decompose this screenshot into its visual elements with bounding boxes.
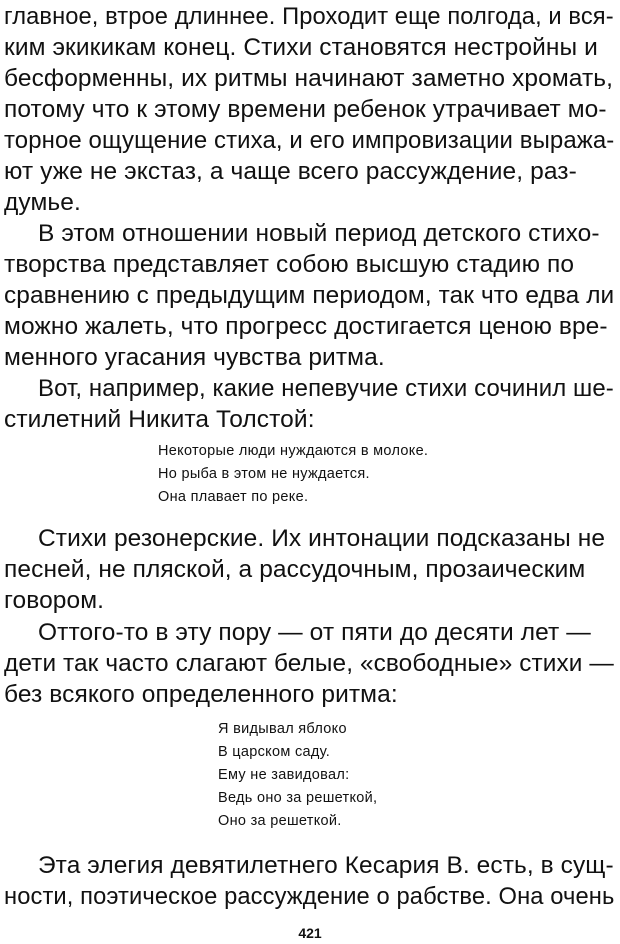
text-line: ности, поэтическое рассуждение о рабстве. Она очень (4, 883, 615, 910)
poem-line: Ведь оно за решеткой, (218, 790, 378, 806)
text-line: менного угасания чувства ритма. (4, 344, 385, 371)
page-number: 421 (298, 925, 322, 941)
text-line: Вот, например, какие непевучие стихи сочинил ше- (38, 375, 614, 402)
text-line: бесформенны, их ритмы начинают заметно хромать, (4, 65, 614, 92)
text-line: Эта элегия девятилетнего Кесария В. есть, в сущ- (38, 852, 614, 879)
text-line: торное ощущение стиха, и его импровизации выража- (4, 127, 615, 154)
text-line: ким экикикам конец. Стихи становятся нестройны и (4, 34, 598, 61)
text-line: В этом отношении новый период детского стихо- (38, 220, 600, 247)
text-line: можно жалеть, что прогресс достигается ценою вре- (4, 313, 608, 340)
text-line: стилетний Никита Толстой: (4, 406, 315, 433)
text-line: без всякого определенного ритма: (4, 681, 398, 708)
text-line: ют уже не экстаз, а чаще всего рассуждение, раз- (4, 158, 577, 185)
poem-line: Я видывал яблоко (218, 721, 347, 737)
poem-line: Оно за решеткой. (218, 813, 342, 829)
text-line: думье. (4, 189, 81, 216)
text-line: Стихи резонерские. Их интонации подсказаны не (38, 525, 606, 552)
text-line: Оттого-то в эту пору — от пяти до десяти лет — (38, 619, 591, 646)
text-line: сравнению с предыдущим периодом, так что едва ли (4, 282, 615, 309)
text-line: творства представляет собою высшую стадию по (4, 251, 575, 278)
poem-line: Некоторые люди нуждаются в молоке. (158, 443, 429, 459)
poem-line: Она плавает по реке. (158, 489, 309, 505)
text-line: дети так часто слагают белые, «свободные» стихи — (4, 650, 614, 677)
text-line: песней, не пляской, а рассудочным, прозаическим (4, 556, 586, 583)
poem-line: Но рыба в этом не нуждается. (158, 466, 370, 482)
text-line: говором. (4, 587, 105, 614)
poem-line: В царском саду. (218, 744, 331, 760)
text-line: потому что к этому времени ребенок утрачивает мо- (4, 96, 607, 123)
text-line: главное, втрое длиннее. Проходит еще полгода, и вся- (4, 3, 614, 30)
poem-line: Ему не завидовал: (218, 767, 350, 783)
